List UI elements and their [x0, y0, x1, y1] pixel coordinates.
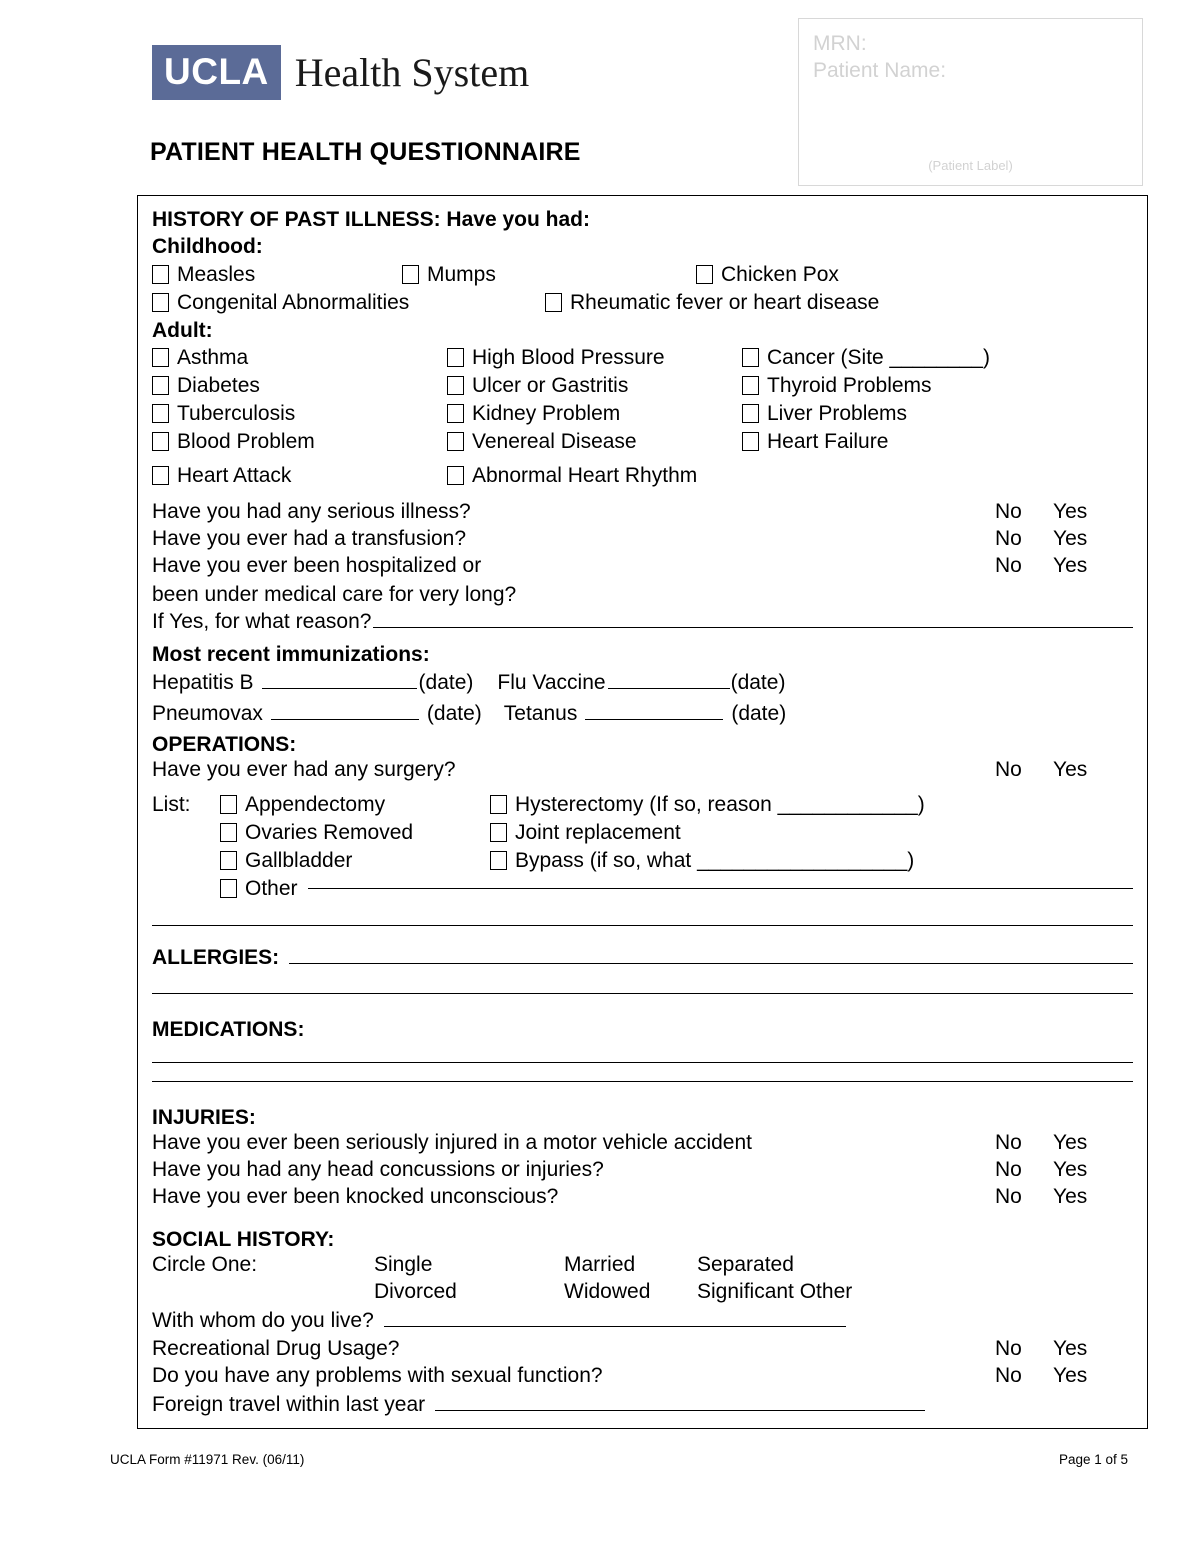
checkbox-congenital-abnormalities[interactable] — [152, 289, 545, 316]
yes-option[interactable]: Yes — [1053, 1130, 1088, 1154]
no-option[interactable]: No — [995, 1130, 1022, 1154]
checkbox-label: Hysterectomy (If so, reason ____________) — [515, 793, 925, 817]
adult-row-3 — [152, 400, 1133, 428]
tetanus-date-input[interactable] — [585, 719, 723, 720]
status-option-married[interactable]: Married — [564, 1253, 636, 1277]
checkbox-label: Chicken Pox — [721, 262, 839, 286]
question-text: Have you ever been hospitalized or — [152, 553, 482, 577]
checkbox-asthma[interactable] — [152, 344, 447, 371]
marital-status-row-2 — [152, 1280, 1133, 1307]
question-text: Have you ever been seriously injured in a motor vehicle accident — [152, 1130, 752, 1154]
marital-status-row-1 — [152, 1253, 1133, 1280]
no-yes-group[interactable] — [995, 527, 1133, 551]
checkbox-icon[interactable] — [220, 795, 237, 814]
no-option[interactable]: No — [995, 553, 1022, 577]
adult-row-5 — [152, 462, 1133, 490]
checkbox-icon[interactable] — [220, 823, 237, 842]
checkbox-chicken-pox[interactable] — [696, 261, 839, 288]
pneumovax-date-input[interactable] — [271, 719, 419, 720]
checkbox-icon[interactable] — [447, 404, 464, 423]
childhood-row-1 — [152, 261, 1133, 289]
adult-row-1 — [152, 344, 1133, 372]
foreign-travel-row — [152, 1391, 1133, 1421]
checkbox-ovaries-removed[interactable] — [220, 819, 490, 846]
no-yes-group[interactable] — [995, 554, 1133, 578]
page-title: PATIENT HEALTH QUESTIONNAIRE — [150, 138, 581, 166]
form-number: UCLA Form #11971 Rev. (06/11) — [110, 1452, 305, 1467]
operations-row-other — [152, 875, 1133, 907]
checkbox-joint-replacement[interactable] — [490, 819, 681, 846]
question-sexual-function — [152, 1364, 1133, 1391]
form-body — [137, 195, 1148, 1429]
no-yes-group[interactable] — [995, 1131, 1133, 1155]
status-option-divorced[interactable]: Divorced — [374, 1280, 457, 1304]
operations-row-3 — [152, 847, 1133, 875]
no-option[interactable]: No — [995, 1184, 1022, 1208]
allergies-row — [152, 944, 1133, 971]
status-option-widowed[interactable]: Widowed — [564, 1280, 651, 1304]
checkbox-icon[interactable] — [152, 376, 169, 395]
no-option[interactable]: No — [995, 1157, 1022, 1181]
operations-row-1 — [152, 791, 1133, 819]
medications-label: MEDICATIONS: — [152, 1018, 305, 1042]
checkbox-tuberculosis[interactable] — [152, 400, 447, 427]
yes-option[interactable]: Yes — [1053, 1364, 1088, 1388]
checkbox-other-surgery[interactable] — [220, 875, 1133, 902]
yes-option[interactable]: Yes — [1053, 499, 1088, 523]
flu-vaccine-date-input[interactable] — [608, 688, 730, 689]
checkbox-label: Tuberculosis — [177, 401, 296, 425]
checkbox-icon[interactable] — [152, 265, 169, 284]
question-text: Have you had any serious illness? — [152, 499, 471, 523]
checkbox-label: High Blood Pressure — [472, 345, 665, 369]
checkbox-hysterectomy[interactable] — [490, 791, 925, 818]
checkbox-label: Gallbladder — [245, 849, 353, 873]
checkbox-heart-attack[interactable] — [152, 462, 447, 489]
checkbox-icon[interactable] — [447, 348, 464, 367]
operations-row-2 — [152, 819, 1133, 847]
hepatitis-b-date-hint: (date) — [418, 670, 474, 694]
if-yes-reason-row — [152, 608, 1133, 635]
checkbox-icon[interactable] — [220, 851, 237, 870]
question-surgery — [152, 758, 1133, 785]
live-with-label: With whom do you live? — [152, 1309, 374, 1333]
no-option[interactable]: No — [995, 499, 1022, 523]
checkbox-icon[interactable] — [152, 348, 169, 367]
childhood-row-2 — [152, 289, 1133, 317]
checkbox-mumps[interactable] — [402, 261, 696, 288]
no-yes-group[interactable] — [995, 500, 1133, 524]
no-yes-group[interactable] — [995, 1185, 1133, 1209]
checkbox-icon[interactable] — [742, 404, 759, 423]
question-text: Have you ever been knocked unconscious? — [152, 1184, 559, 1208]
checkbox-label: Appendectomy — [245, 793, 386, 817]
checkbox-icon[interactable] — [742, 376, 759, 395]
yes-option[interactable]: Yes — [1053, 1157, 1088, 1181]
checkbox-icon[interactable] — [152, 466, 169, 485]
adult-row-2 — [152, 372, 1133, 400]
question-recreational-drugs — [152, 1337, 1133, 1364]
tetanus-label: Tetanus — [503, 701, 578, 725]
question-transfusion — [152, 527, 1133, 554]
checkbox-measles[interactable] — [152, 261, 402, 288]
immunization-row-pneumovax-tetanus — [152, 700, 1133, 731]
no-yes-group[interactable] — [995, 1158, 1133, 1182]
checkbox-icon[interactable] — [447, 432, 464, 451]
live-with-input-line[interactable] — [384, 1326, 846, 1327]
adult-heading: Adult: — [152, 318, 213, 342]
patient-name-label: Patient Name: — [813, 58, 947, 82]
other-surgery-input-line[interactable] — [308, 888, 1133, 889]
patient-label-caption: (Patient Label) — [928, 158, 1013, 173]
no-option[interactable]: No — [995, 758, 1022, 782]
checkbox-icon[interactable] — [447, 376, 464, 395]
if-yes-reason-input-line[interactable] — [373, 627, 1133, 628]
checkbox-label: Rheumatic fever or heart disease — [570, 290, 880, 314]
checkbox-icon[interactable] — [545, 293, 562, 312]
checkbox-appendectomy[interactable] — [220, 791, 490, 818]
page-footer — [0, 1452, 1200, 1482]
yes-option[interactable]: Yes — [1053, 1337, 1088, 1361]
checkbox-bypass[interactable] — [490, 847, 914, 874]
checkbox-label: Heart Attack — [177, 463, 292, 487]
page-number: Page 1 of 5 — [1058, 1452, 1128, 1467]
status-option-separated[interactable]: Separated — [697, 1253, 794, 1277]
checkbox-heart-failure[interactable] — [742, 428, 888, 455]
checkbox-icon[interactable] — [152, 404, 169, 423]
operations-heading: OPERATIONS: — [152, 732, 297, 756]
adult-row-4 — [152, 428, 1133, 456]
checkbox-label: Ovaries Removed — [245, 821, 414, 845]
history-heading: HISTORY OF PAST ILLNESS: Have you had: — [152, 208, 590, 231]
hepatitis-b-label: Hepatitis B — [152, 670, 254, 694]
if-yes-reason-label: If Yes, for what reason? — [152, 610, 372, 634]
checkbox-label: Venereal Disease — [472, 429, 637, 453]
checkbox-label: Ulcer or Gastritis — [472, 373, 629, 397]
checkbox-label: Blood Problem — [177, 429, 315, 453]
circle-one-label: Circle One: — [152, 1253, 258, 1277]
checkbox-venereal-disease[interactable] — [447, 428, 742, 455]
health-system-wordmark: Health System — [294, 49, 530, 95]
checkbox-diabetes[interactable] — [152, 372, 447, 399]
question-hospitalized — [152, 554, 1133, 581]
yes-option[interactable]: Yes — [1053, 526, 1088, 550]
checkbox-icon[interactable] — [742, 432, 759, 451]
live-with-row — [152, 1307, 1133, 1337]
question-text: Have you had any head concussions or injuries? — [152, 1157, 604, 1181]
immunization-row-hepb-flu — [152, 669, 1133, 700]
checkbox-abnormal-heart-rhythm[interactable] — [447, 462, 742, 489]
allergies-label: ALLERGIES: — [152, 946, 280, 970]
no-option[interactable]: No — [995, 1337, 1022, 1361]
checkbox-label: Measles — [177, 262, 256, 286]
checkbox-label: Other — [245, 877, 298, 901]
foreign-travel-label: Foreign travel within last year — [152, 1393, 426, 1417]
flu-vaccine-date-hint: (date) — [730, 670, 786, 694]
yes-option[interactable]: Yes — [1053, 758, 1088, 782]
checkbox-icon[interactable] — [402, 265, 419, 284]
social-history-heading: SOCIAL HISTORY: — [152, 1227, 335, 1251]
checkbox-label: Heart Failure — [767, 429, 889, 453]
foreign-travel-input-line[interactable] — [435, 1410, 925, 1411]
mrn-label: MRN: — [813, 32, 867, 55]
checkbox-icon[interactable] — [490, 851, 507, 870]
no-option[interactable]: No — [995, 526, 1022, 550]
allergies-input-line[interactable] — [289, 963, 1133, 964]
pneumovax-label: Pneumovax — [152, 701, 263, 725]
checkbox-liver-problems[interactable] — [742, 400, 907, 427]
checkbox-label: Abnormal Heart Rhythm — [472, 463, 698, 487]
question-motor-vehicle-injury — [152, 1131, 1133, 1158]
checkbox-label: Liver Problems — [767, 401, 908, 425]
checkbox-high-blood-pressure[interactable] — [447, 344, 742, 371]
checkbox-icon[interactable] — [490, 795, 507, 814]
tetanus-date-hint: (date) — [731, 701, 787, 725]
status-option-significant-other[interactable]: Significant Other — [697, 1280, 853, 1304]
question-text: Recreational Drug Usage? — [152, 1337, 400, 1361]
pneumovax-date-hint: (date) — [426, 701, 482, 725]
question-head-concussion — [152, 1158, 1133, 1185]
checkbox-label: Congenital Abnormalities — [177, 290, 410, 314]
checkbox-icon[interactable] — [220, 879, 237, 898]
question-text: Have you ever had any surgery? — [152, 758, 456, 782]
checkbox-label: Cancer (Site ________) — [767, 345, 990, 369]
question-text: Have you ever had a transfusion? — [152, 526, 467, 550]
checkbox-label: Kidney Problem — [472, 401, 621, 425]
no-yes-group[interactable] — [995, 1364, 1133, 1388]
injuries-heading: INJURIES: — [152, 1105, 256, 1129]
checkbox-rheumatic-fever[interactable] — [545, 289, 879, 316]
hepatitis-b-date-input[interactable] — [262, 688, 417, 689]
checkbox-icon[interactable] — [696, 265, 713, 284]
status-option-single[interactable]: Single — [374, 1253, 433, 1277]
checkbox-cancer[interactable] — [742, 344, 990, 371]
checkbox-label: Asthma — [177, 345, 249, 369]
checkbox-label: Mumps — [427, 262, 496, 286]
checkbox-icon[interactable] — [490, 823, 507, 842]
checkbox-icon[interactable] — [742, 348, 759, 367]
ucla-logo-mark: UCLA — [152, 45, 281, 100]
childhood-heading: Childhood: — [152, 235, 263, 259]
checkbox-kidney-problem[interactable] — [447, 400, 742, 427]
no-yes-group[interactable] — [995, 1337, 1133, 1361]
no-option[interactable]: No — [995, 1364, 1022, 1388]
checkbox-gallbladder[interactable] — [220, 847, 490, 874]
patient-label-box[interactable] — [798, 18, 1143, 186]
question-serious-illness — [152, 500, 1133, 527]
flu-vaccine-label: Flu Vaccine — [497, 670, 606, 694]
checkbox-label: Joint replacement — [515, 821, 681, 845]
checkbox-icon[interactable] — [447, 466, 464, 485]
checkbox-label: Thyroid Problems — [767, 373, 932, 397]
checkbox-label: Bypass (if so, what __________________) — [515, 849, 915, 873]
question-hospitalized-continuation: been under medical care for very long? — [152, 582, 517, 606]
ucla-health-system-logo — [152, 45, 529, 100]
checkbox-icon[interactable] — [152, 293, 169, 312]
checkbox-blood-problem[interactable] — [152, 428, 447, 455]
checkbox-label: Diabetes — [177, 373, 260, 397]
checkbox-thyroid-problems[interactable] — [742, 372, 932, 399]
yes-option[interactable]: Yes — [1053, 1184, 1088, 1208]
question-knocked-unconscious — [152, 1185, 1133, 1212]
no-yes-group[interactable] — [995, 758, 1133, 782]
immunizations-heading: Most recent immunizations: — [152, 643, 430, 667]
checkbox-icon[interactable] — [152, 432, 169, 451]
checkbox-ulcer-or-gastritis[interactable] — [447, 372, 742, 399]
question-text: Do you have any problems with sexual function? — [152, 1364, 603, 1388]
page-header — [0, 0, 1200, 190]
list-label: List: — [152, 793, 191, 817]
yes-option[interactable]: Yes — [1053, 553, 1088, 577]
